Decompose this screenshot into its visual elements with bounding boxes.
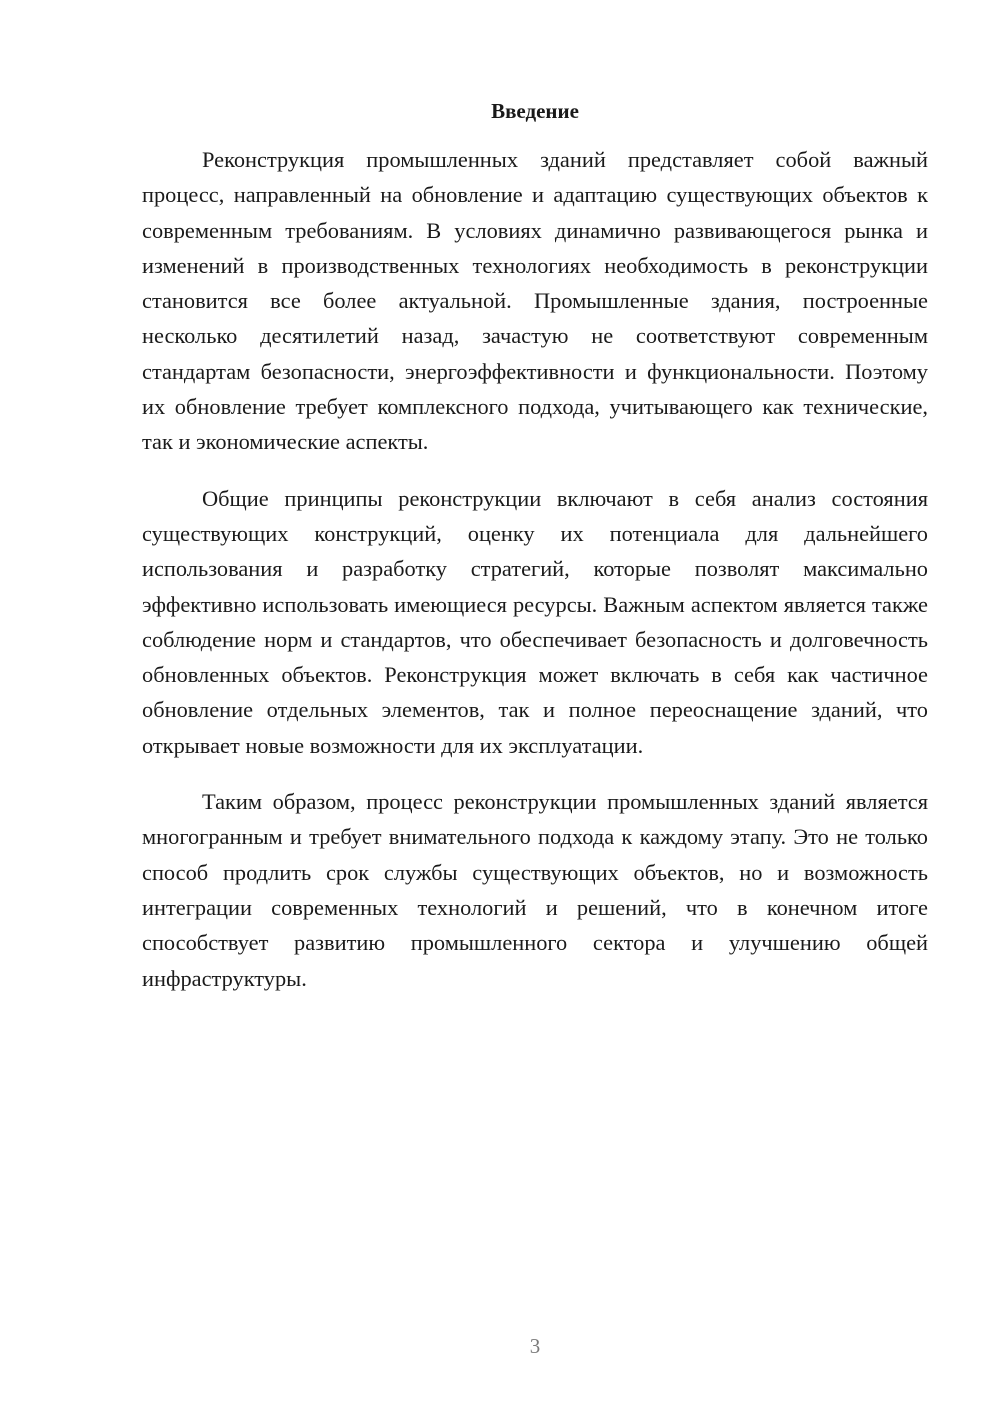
body-text: [142, 142, 928, 1017]
section-heading: Введение: [491, 99, 579, 123]
paragraph-1: Реконструкция промышленных зданий представляет собой важный процесс, направленный на обновление и адаптацию существующих объектов к современным требованиям. В условиях динамично развивающегося рынка и изменений в производственных технологиях необходимость в реконструкции становится все более актуальной. Промышленные здания, построенные несколько десятилетий назад, зачастую не соответствуют современным стандартам безопасности, энергоэффективности и функциональности. Поэтому их обновление требует комплексного подхода, учитывающего как технические, так и экономические аспекты.: [142, 147, 928, 455]
page-number: 3: [529, 1334, 541, 1358]
paragraph-3: Таким образом, процесс реконструкции промышленных зданий является многогранным и требует внимательного подхода к каждому этапу. Это не только способ продлить срок службы существующих объектов, но и возможность интеграции современных технологий и решений, что в конечном итоге способствует развитию промышленного сектора и улучшению общей инфраструктуры.: [142, 789, 928, 991]
paragraph-2: Общие принципы реконструкции включают в себя анализ состояния существующих конструкций, оценку их потенциала для дальнейшего использования и разработку стратегий, которые позволят максимально эффективно использовать имеющиеся ресурсы. Важным аспектом является также соблюдение норм и стандартов, что обеспечивает безопасность и долговечность обновленных объектов. Реконструкция может включать в себя как частичное обновление отдельных элементов, так и полное переоснащение зданий, что открывает новые возможности для их эксплуатации.: [142, 485, 928, 758]
